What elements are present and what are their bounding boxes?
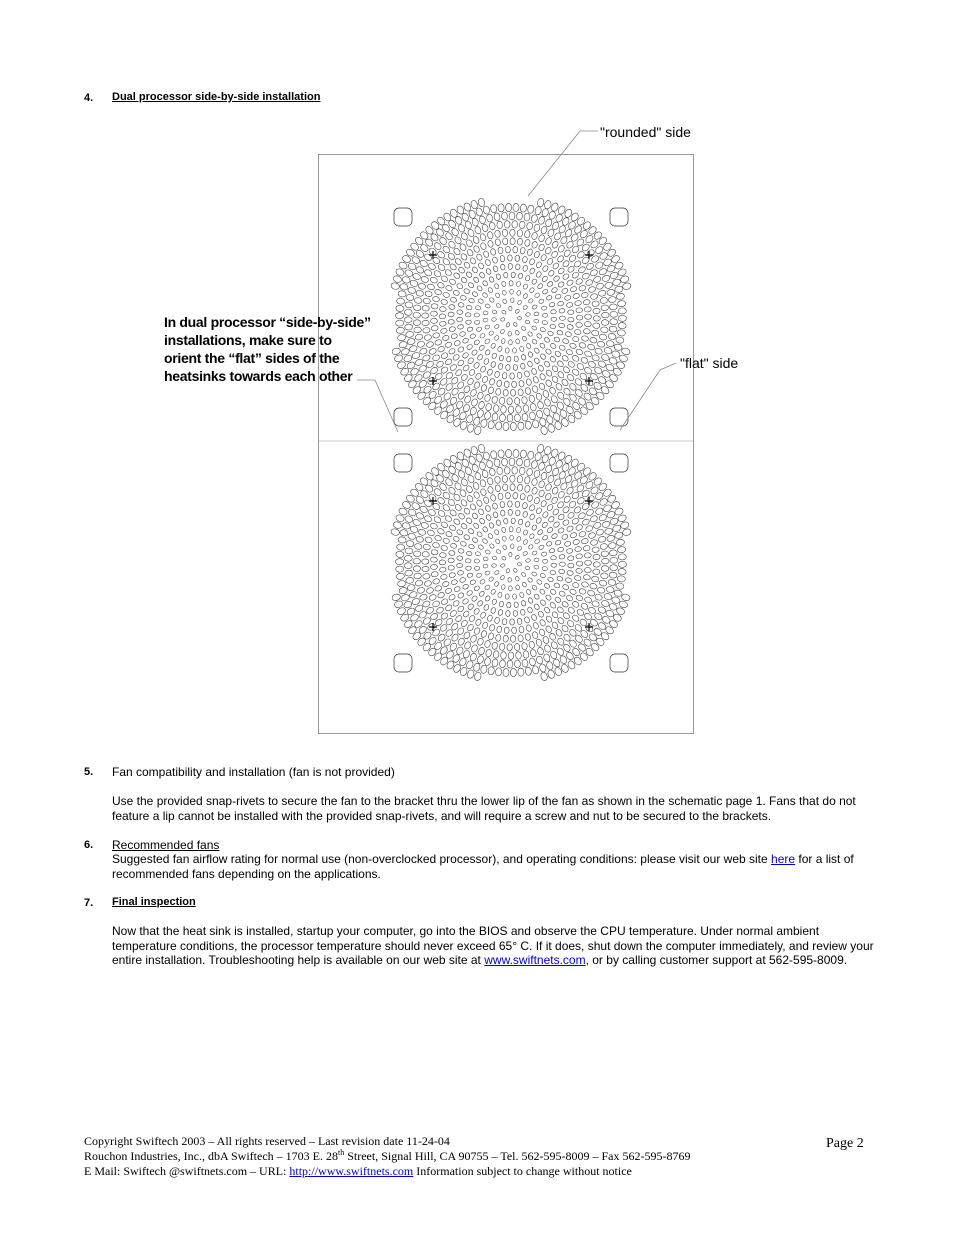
section-7-body bbox=[112, 924, 874, 968]
footer-url-link[interactable]: http://www.swiftnets.com bbox=[289, 1164, 414, 1178]
footer-copyright: Copyright Swiftech 2003 – All rights reserved – Last revision date 11-24-04 bbox=[84, 1134, 450, 1148]
section-5-body: Use the provided snap-rivets to secure the fan to the bracket thru the lower lip of the fan as shown in the schematic page 1. Fans that do not feature a lip cannot be installed with the provided snap-rivets, and will require a screw and nut to be secured to the brackets. bbox=[112, 794, 856, 823]
footer-contact bbox=[84, 1164, 690, 1179]
section-5-heading: Fan compatibility and installation (fan is not provided) bbox=[112, 765, 395, 779]
footer-address-sup: th bbox=[337, 1148, 345, 1157]
section-6-text: Suggested fan airflow rating for normal use (non-overclocked processor), and operating conditions: please visit our web site bbox=[112, 852, 772, 866]
footer-contact-text: E Mail: Swiftech @swiftnets.com – URL: bbox=[84, 1164, 290, 1178]
footer-contact-rest: Information subject to change without notice bbox=[413, 1164, 632, 1178]
section-4-number: 4. bbox=[84, 92, 94, 104]
callout-line: In dual processor “side-by-side” bbox=[164, 314, 371, 330]
section-7-text-end: , or by calling customer support at 562-595-8009. bbox=[585, 953, 848, 967]
section-6-body bbox=[112, 852, 874, 881]
recommended-fans-link[interactable]: here bbox=[771, 852, 796, 866]
section-5-number: 5. bbox=[84, 766, 94, 778]
flat-side-label: "flat" side bbox=[680, 355, 739, 371]
section-7-heading: Final inspection bbox=[112, 896, 196, 908]
footer-address bbox=[84, 1149, 690, 1164]
swiftnets-link[interactable]: www.swiftnets.com bbox=[484, 953, 586, 967]
section-4-heading: Dual processor side-by-side installation bbox=[112, 91, 321, 103]
flat-leader-line-top bbox=[620, 363, 676, 430]
section-7-number: 7. bbox=[84, 897, 94, 909]
side-by-side-callout bbox=[164, 313, 379, 385]
flat-leader-line-left bbox=[357, 380, 398, 432]
section-6-heading: Recommended fans bbox=[112, 838, 220, 852]
rounded-side-label: "rounded" side bbox=[600, 124, 691, 140]
footer-address-text: Rouchon Industries, Inc., dbA Swiftech – 1703 E. 28 bbox=[84, 1149, 338, 1163]
callout-line: heatsinks towards each other bbox=[164, 368, 353, 384]
page-number: Page 2 bbox=[826, 1136, 864, 1151]
callout-line: orient the “flat” sides of the bbox=[164, 350, 340, 366]
footer-address-rest: Street, Signal Hill, CA 90755 – Tel. 562-595-8009 – Fax 562-595-8769 bbox=[344, 1149, 691, 1163]
callout-line: installations, make sure to bbox=[164, 332, 332, 348]
section-6-number: 6. bbox=[84, 839, 94, 851]
rounded-leader-line bbox=[528, 131, 598, 196]
section-6-text-end: for a list of recommended fans depending on the applications. bbox=[112, 852, 854, 881]
section-7-text: Now that the heat sink is installed, startup your computer, go into the BIOS and observe the CPU temperature. Under normal ambient temperature conditions, the processor temperature should never exceed 65° C. If it does, shut down the computer immediately, and review your entire installation. Troubleshooting help is available on our web site at bbox=[112, 924, 874, 967]
footer bbox=[84, 1134, 690, 1179]
